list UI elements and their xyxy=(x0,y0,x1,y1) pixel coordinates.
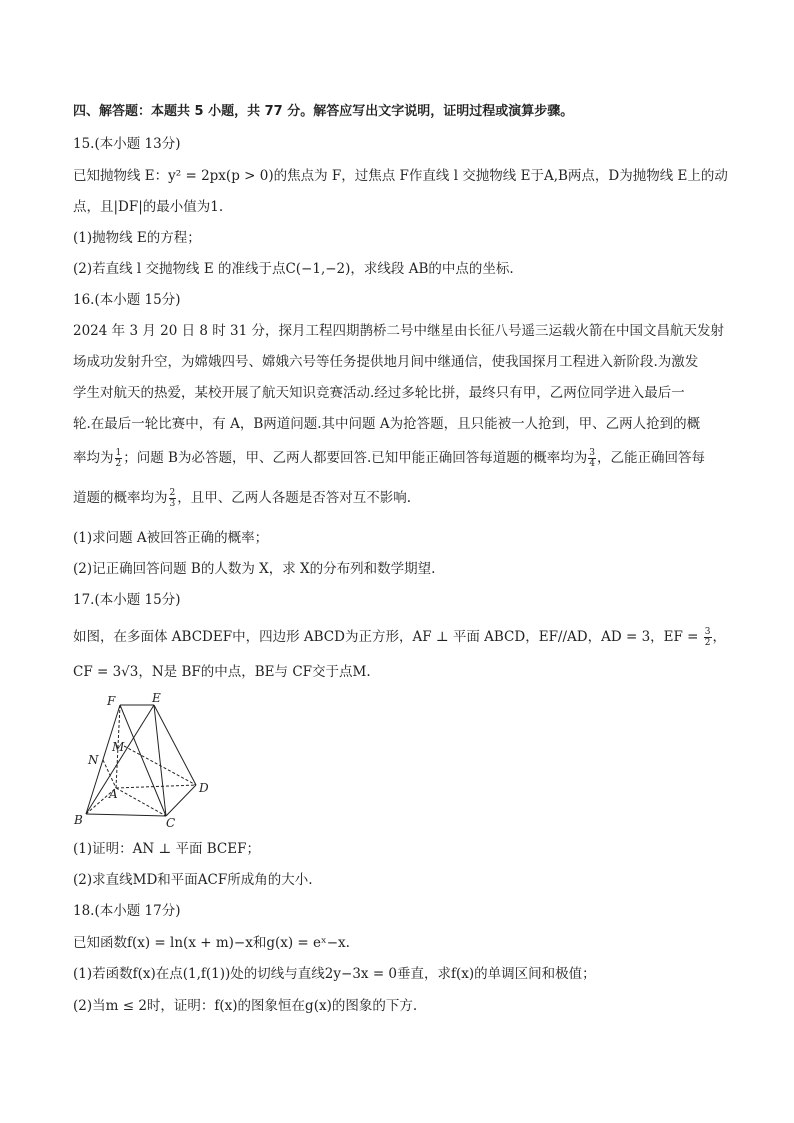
edge-AC-hidden xyxy=(116,788,166,816)
q18-part1: (1)若函数f(x)在点(1,f(1))处的切线与直线2y−3x = 0垂直，求f(x)的单调区间和极值； xyxy=(73,966,596,982)
q18-stem: 已知函数f(x) = ln(x + m)−x和g(x) = eˣ−x. xyxy=(73,935,350,951)
vertex-label-M: M xyxy=(112,740,125,754)
fraction-one-half xyxy=(115,448,123,469)
fraction-denominator: 4 xyxy=(589,459,595,469)
q15-stem-line1: 已知抛物线 E：y² = 2px(p > 0)的焦点为 F，过焦点 F作直线 l 交抛物线 E于A,B两点，D为抛物线 E上的动 xyxy=(73,168,728,184)
vertex-label-C: C xyxy=(166,816,176,830)
edge-BC xyxy=(86,814,166,816)
edge-AD-hidden xyxy=(116,785,196,788)
edge-ED xyxy=(154,705,196,785)
vertex-label-A: A xyxy=(109,787,118,801)
q17-line1 xyxy=(73,626,754,648)
q16-header: 16.(本小题 15分) xyxy=(73,292,181,308)
fraction-two-thirds xyxy=(169,488,177,509)
edge-CD xyxy=(166,785,196,816)
q16-line6-text-a: 道题的概率均为 xyxy=(73,490,168,506)
fraction-denominator: 2 xyxy=(704,638,711,648)
fraction-denominator: 3 xyxy=(169,499,176,509)
q16-line5 xyxy=(73,447,754,469)
q17-line1-text-b: ， xyxy=(712,629,727,645)
q15-part1: (1)抛物线 E的方程； xyxy=(73,230,201,246)
fraction-three-quarters xyxy=(588,448,596,469)
q16-part1: (1)求问题 A被回答正确的概率； xyxy=(73,530,269,546)
q17-header: 17.(本小题 15分) xyxy=(73,592,181,608)
q18-part2: (2)当m ≤ 2时，证明：f(x)的图象恒在g(x)的图象的下方. xyxy=(73,998,418,1014)
q16-line2: 场成功发射升空，为嫦娥四号、嫦娥六号等任务提供地月间中继通信，使我国探月工程进入新阶段.为激发 xyxy=(73,354,699,370)
q17-part2: (2)求直线MD和平面ACF所成角的大小. xyxy=(73,872,313,888)
fraction-numerator: 2 xyxy=(169,488,176,498)
q16-line6 xyxy=(73,487,754,509)
vertex-label-F: F xyxy=(107,694,116,708)
q17-line2: CF = 3√3，N是 BF的中点，BE与 CF交于点M. xyxy=(73,664,371,680)
q15-header: 15.(本小题 13分) xyxy=(73,136,181,152)
fraction-denominator: 2 xyxy=(115,459,122,469)
q16-line3: 学生对航天的热爱，某校开展了航天知识竞赛活动.经过多轮比拼，最终只有甲，乙两位同学进入最后一 xyxy=(73,385,685,401)
fraction-numerator: 1 xyxy=(115,448,122,458)
vertex-label-E: E xyxy=(152,692,161,705)
edge-EC xyxy=(154,705,166,816)
fraction-numerator: 3 xyxy=(589,448,595,458)
q16-line5-text-c: ，乙能正确回答每 xyxy=(596,450,705,466)
q15-stem-line2: 点，且|DF|的最小值为1. xyxy=(73,199,224,215)
q16-line5-text-a: 率均为 xyxy=(73,450,114,466)
fraction-numerator: 3 xyxy=(704,627,711,637)
vertex-label-N: N xyxy=(88,753,99,767)
q18-header: 18.(本小题 17分) xyxy=(73,903,181,919)
polyhedron-figure xyxy=(70,692,220,832)
q15-part2: (2)若直线 l 交抛物线 E 的准线于点C(−1,−2)，求线段 AB的中点的坐标. xyxy=(73,261,514,277)
edge-FC xyxy=(120,705,166,816)
q16-line1: 2024 年 3 月 20 日 8 时 31 分，探月工程四期鹊桥二号中继星由长征八号遥三运载火箭在中国文昌航天发射 xyxy=(73,323,725,339)
fraction-three-halves xyxy=(704,627,712,648)
vertex-label-B: B xyxy=(74,813,83,827)
q16-line6-text-b: ，且甲、乙两人各题是否答对互不影响. xyxy=(177,490,412,506)
section-heading: 四、解答题：本题共 5 小题，共 77 分。解答应写出文字说明，证明过程或演算步骤。 xyxy=(73,104,574,119)
q17-part1: (1)证明：AN ⊥ 平面 BCEF； xyxy=(73,841,260,857)
q16-line5-text-b: ；问题 B为必答题，甲、乙两人都要回答.已知甲能正确回答每道题的概率均为 xyxy=(123,450,588,466)
q16-part2: (2)记正确回答问题 B的人数为 X，求 X的分布列和数学期望. xyxy=(73,561,436,577)
q17-line1-text-a: 如图，在多面体 ABCDEF中，四边形 ABCD为正方形，AF ⊥ 平面 ABCD，EF//AD，AD = 3，EF = xyxy=(73,629,703,645)
vertex-label-D: D xyxy=(199,781,209,795)
q16-line4: 轮.在最后一轮比赛中，有 A，B两道问题.其中问题 A为抢答题，且只能被一人抢到，甲、乙两人抢到的概 xyxy=(73,416,701,432)
